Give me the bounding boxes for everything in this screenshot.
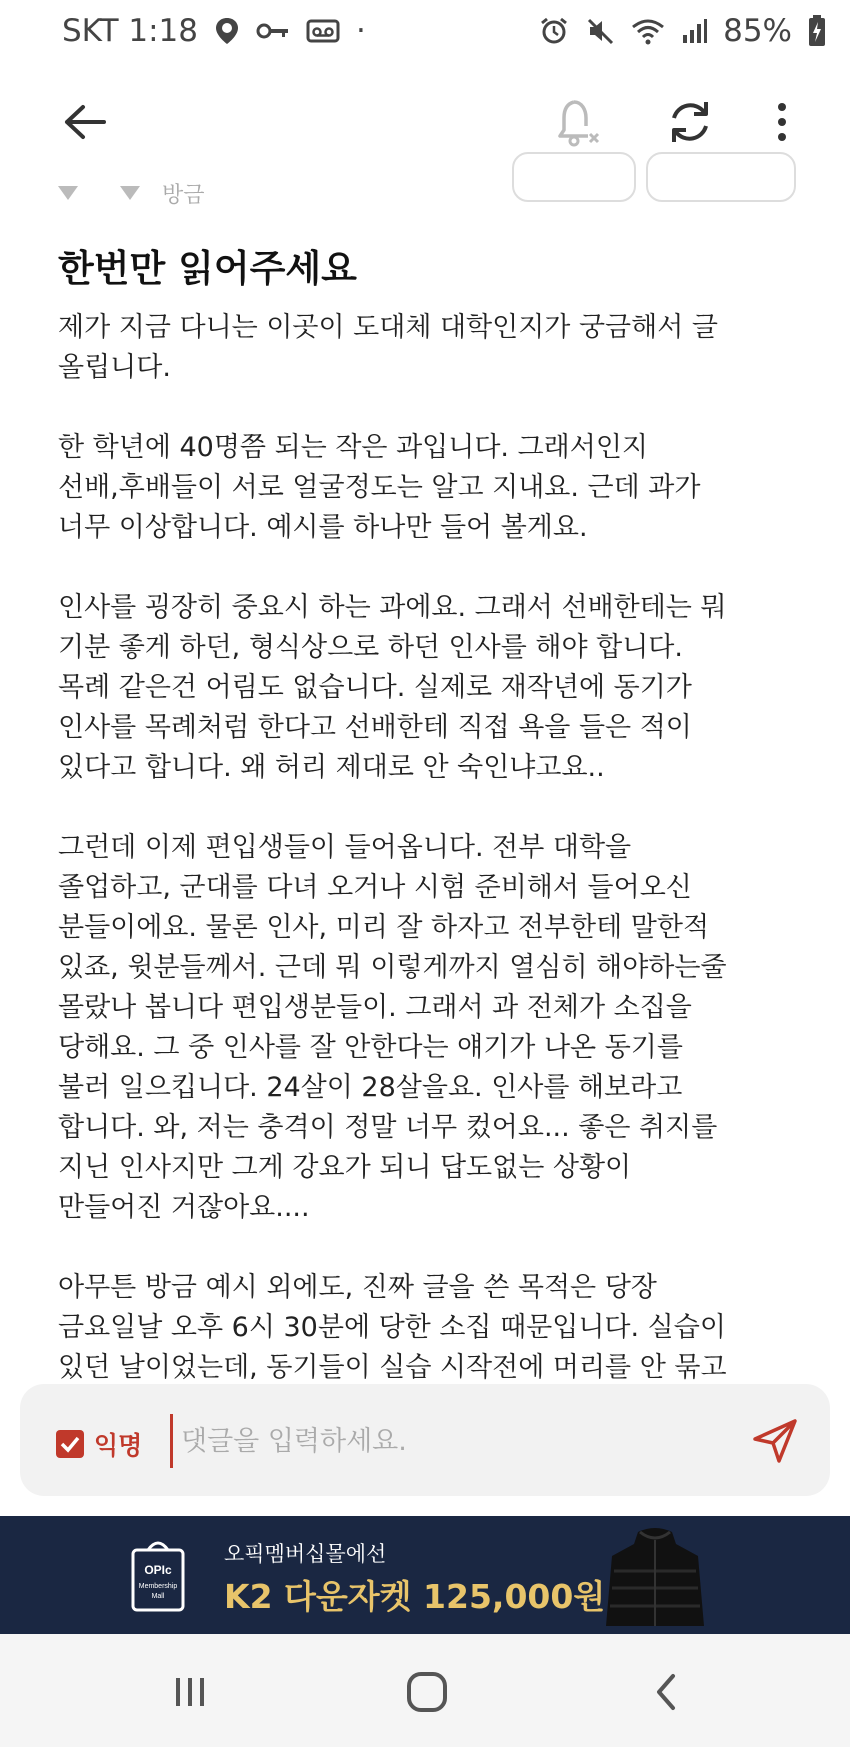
recent-apps-button[interactable] xyxy=(160,1662,220,1722)
svg-text:Membership: Membership xyxy=(138,1583,178,1590)
downvote-icon[interactable] xyxy=(120,186,140,200)
home-icon xyxy=(405,1670,449,1714)
post-paragraph: 인사를 굉장히 중요시 하는 과에요. 그래서 선배한테는 뭐 기분 좋게 하던, 형식상으로 하던 인사를 해야 합니다. 목례 같은건 어림도 없습니다. 실제로 재작년에 동기가 인사를 목례처럼 한다고 선배한테 직접 욕을 들은 적이 있다고 합니다. 왜 허리 제대로 안 숙인냐고요.. xyxy=(58,592,727,783)
post-body xyxy=(58,308,798,1383)
checkbox-checked-icon[interactable] xyxy=(56,1430,84,1458)
status-bar xyxy=(0,0,850,62)
notification-off-icon xyxy=(554,96,602,148)
action-pill-1[interactable] xyxy=(512,152,636,202)
opic-bag-logo xyxy=(130,1536,186,1614)
svg-text:OPIc: OPIc xyxy=(144,1563,172,1577)
status-dot: · xyxy=(356,13,366,49)
battery-charging-icon xyxy=(808,15,826,47)
carrier-time: SKT 1:18 xyxy=(62,13,199,49)
home-button[interactable] xyxy=(397,1662,457,1722)
back-icon xyxy=(651,1672,681,1712)
more-vert-icon xyxy=(776,102,788,142)
send-button[interactable] xyxy=(750,1416,800,1466)
comment-bar xyxy=(20,1384,830,1496)
refresh-icon xyxy=(666,98,714,146)
voicemail-icon xyxy=(306,19,340,43)
mute-icon xyxy=(585,16,615,46)
post-paragraph: 아무튼 방금 예시 외에도, 진짜 글을 쓴 목적은 당장 금요일날 오후 6시 30분에 당한 소집 때문입니다. 실습이 있던 날이었는데, 동기들이 실습 시작전에 머리를 안 묶고 xyxy=(58,1272,727,1383)
anonymous-label: 익명 xyxy=(94,1431,143,1460)
back-arrow-icon xyxy=(63,104,107,140)
notification-off-button[interactable] xyxy=(548,92,608,152)
action-pill-2[interactable] xyxy=(646,152,796,202)
post-title: 한번만 읽어주세요 xyxy=(58,247,357,290)
refresh-button[interactable] xyxy=(660,92,720,152)
svg-text:Mall: Mall xyxy=(151,1593,165,1600)
post-paragraph: 제가 지금 다니는 이곳이 도대체 대학인지가 궁금해서 글 올립니다. xyxy=(58,312,718,383)
down-jacket-image xyxy=(600,1526,710,1634)
post-paragraph: 그런데 이제 편입생들이 들어옵니다. 전부 대학을 졸업하고, 군대를 다녀 오거나 시험 준비해서 들어오신 분들이에요. 물론 인사, 미리 잘 하자고 전부한테 말한적 있죠, 윗분들께서. 근데 뭐 이렇게까지 열심히 해야하는줄 몰랐나 봅니다 편입생분들이. 그래서 과 전체가 소집을 당해요. 그 중 인사를 잘 안한다는 얘기가 나온 동기를 불러 일으킵니다. 24살이 28살을요. 인사를 해보라고 합니다. 와, 저는 충격이 정말 너무 컸어요... 좋은 취지를 지닌 인사지만 그게 강요가 되니 답도없는 상황이 만들어진 거잖아요.... xyxy=(58,832,727,1223)
system-nav-bar xyxy=(0,1634,850,1747)
ad-banner[interactable] xyxy=(0,1516,850,1634)
upvote-icon[interactable] xyxy=(58,186,78,200)
alarm-icon xyxy=(539,16,569,46)
system-back-button[interactable] xyxy=(636,1662,696,1722)
post-meta-row xyxy=(0,182,850,212)
wifi-icon xyxy=(631,17,665,45)
back-button[interactable] xyxy=(55,92,115,152)
comment-input[interactable] xyxy=(170,1414,743,1468)
post-paragraph: 한 학년에 40명쯤 되는 작은 과입니다. 그래서인지 선배,후배들이 서로 얼굴정도는 알고 지내요. 근데 과가 너무 이상합니다. 예시를 하나만 들어 볼게요. xyxy=(58,432,701,543)
status-bar-left xyxy=(62,13,366,49)
send-icon xyxy=(752,1418,798,1464)
anonymous-toggle[interactable] xyxy=(56,1426,142,1462)
post-time: 방금 xyxy=(162,183,205,208)
location-pin-icon xyxy=(214,16,240,46)
recent-apps-icon xyxy=(170,1672,210,1712)
more-options-button[interactable] xyxy=(752,92,812,152)
key-icon xyxy=(256,21,290,41)
ad-line2: K2 다운자켓 125,000원 xyxy=(224,1577,606,1616)
signal-icon xyxy=(681,17,707,45)
status-bar-right xyxy=(539,13,826,49)
ad-line1: 오픽멤버십몰에선 xyxy=(224,1542,387,1566)
battery-percent: 85% xyxy=(723,13,792,49)
